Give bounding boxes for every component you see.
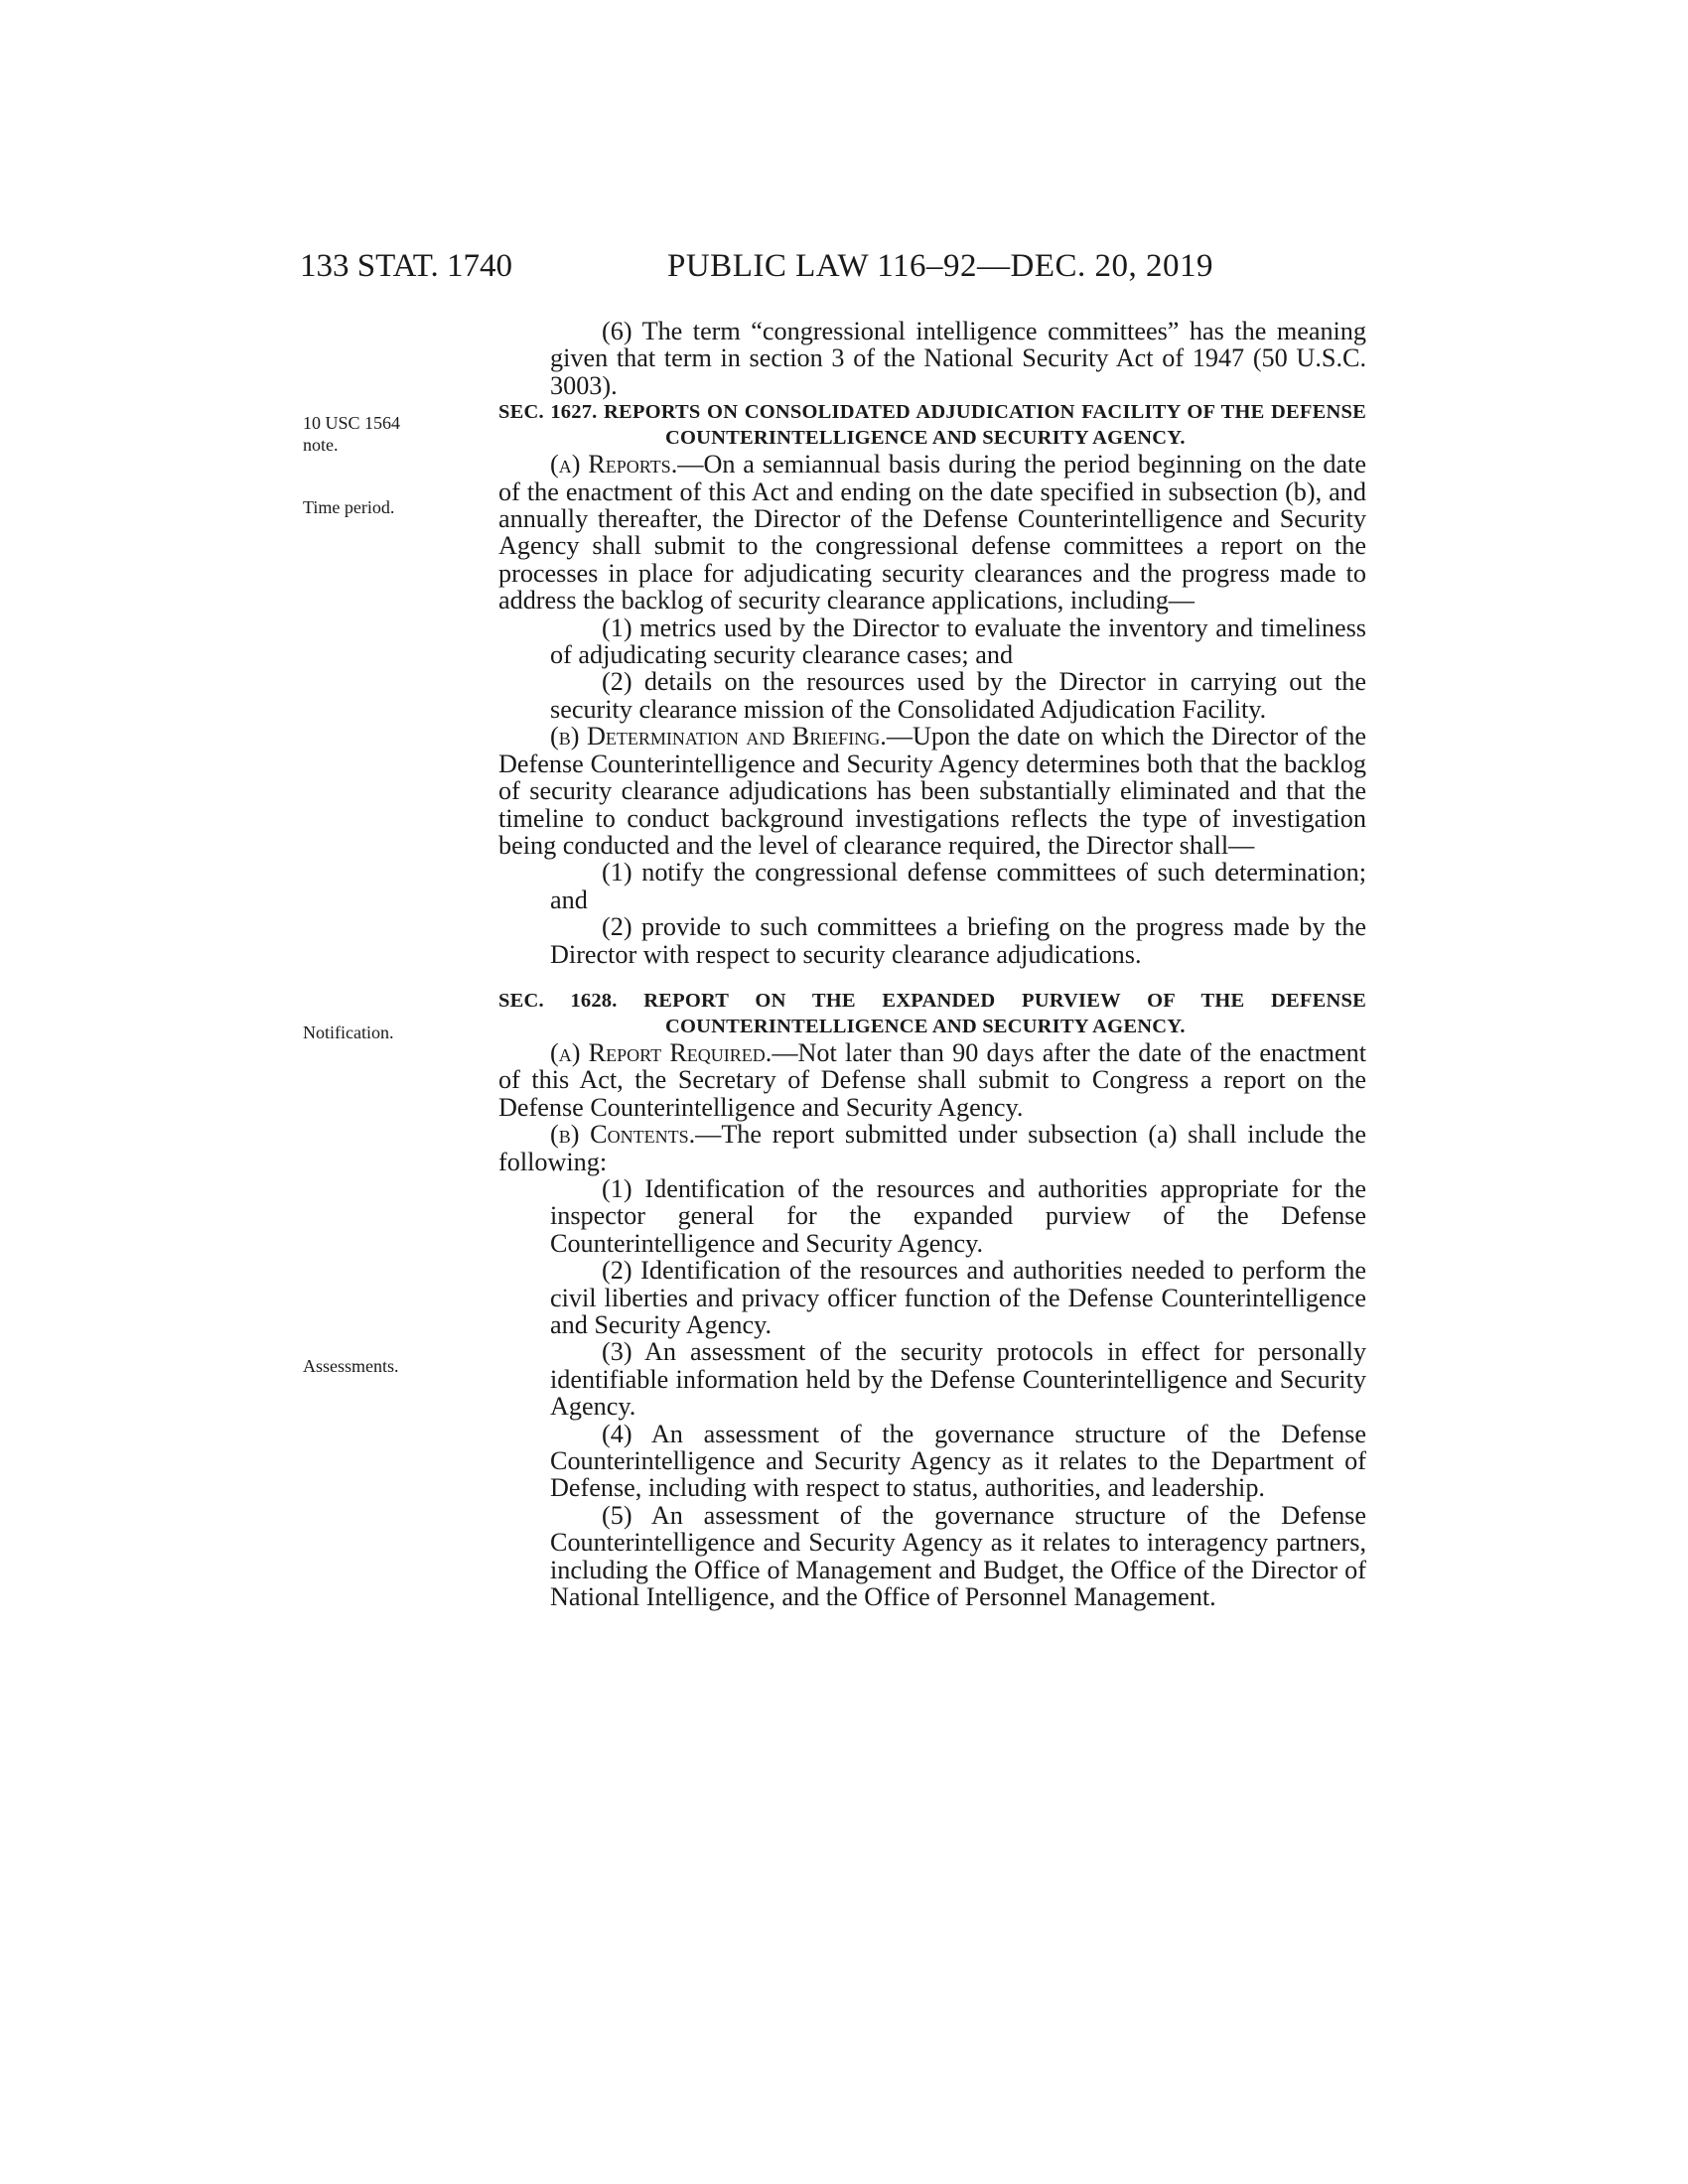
- section-1628-heading: SEC. 1628. REPORT ON THE EXPANDED PURVIEW OF THE DEFENSE COUNTERINTELLIGENCE AND SECURITY AGENCY.: [498, 989, 1366, 1037]
- subsection-report-required: (a) Report Required.—Not later than 90 days after the date of the enactment of this Act, the Secretary of Defense shall submit to Congress a report on the Defense Counterintelligence and Security Agency.: [498, 1037, 1366, 1122]
- margin-note-usc: 10 USC 1564 note.: [303, 413, 401, 455]
- margin-note-assessments: Assessments.: [303, 1356, 399, 1376]
- subsection-b-items: [550, 859, 1366, 968]
- subsection-a-label: (a) Reports.: [550, 450, 678, 479]
- content-item-2: (2) Identification of the resources and authorities needed to perform the civil liberties and privacy officer function of the Defense Counterintelligence and Security Agency.: [550, 1256, 1366, 1339]
- item-a1: (1) metrics used by the Director to evaluate the inventory and timeliness of adjudicating security clearance cases; and: [550, 613, 1366, 670]
- item-b2: (2) provide to such committees a briefing on the progress made by the Director with respect to security clearance adjudications.: [550, 912, 1366, 969]
- content-item-1: (1) Identification of the resources and authorities appropriate for the inspector general for the expanded purview of the Defense Counterintelligence and Security Agency.: [550, 1173, 1366, 1258]
- main-text-column: [498, 318, 1366, 1610]
- content-item-3: (3) An assessment of the security protocols in effect for personally identifiable information held by the Defense Counterintelligence and Security Agency.: [550, 1337, 1366, 1422]
- section-1627-heading: SEC. 1627. REPORTS ON CONSOLIDATED ADJUDICATION FACILITY OF THE DEFENSE COUNTERINTELLIGENCE AND SECURITY AGENCY.: [498, 401, 1366, 450]
- contents-items: [550, 1175, 1366, 1611]
- contents-label: (b) Contents.: [550, 1120, 696, 1150]
- item-a2: (2) details on the resources used by the Director in carrying out the security clearance mission of the Consolidated Adjudication Facility.: [550, 667, 1366, 724]
- definition-paragraph: (6) The term “congressional intelligence committees” has the meaning given that term in section 3 of the National Security Act of 1947 (50 U.S.C. 3003).: [550, 317, 1366, 400]
- running-header: PUBLIC LAW 116–92—DEC. 20, 2019: [667, 248, 1214, 284]
- margin-note-time-period: Time period.: [303, 497, 395, 517]
- report-required-label: (a) Report Required.: [550, 1037, 773, 1067]
- subsection-b-determination: (b) Determination and Briefing.—Upon the date on which the Director of the Defense Counterintelligence and Security Agency determines both that the backlog of security clearance adjudications has been substantially eliminated and that the timeline to conduct background investigations reflects the type of investigation being conducted and the level of clearance required, the Director shall—: [498, 722, 1366, 860]
- statute-page-number: 133 STAT. 1740: [300, 248, 513, 284]
- subsection-a-reports: (a) Reports.—On a semiannual basis during the period beginning on the date of the enactment of this Act and ending on the date specified in subsection (b), and annually thereafter, the Director of the Defense Counterintelligence and Security Agency shall submit to the congressional defense committees a report on the processes in place for adjudicating security clearances and the progress made to address the backlog of security clearance applications, including—: [498, 450, 1366, 615]
- subsection-a-items: [550, 614, 1366, 724]
- subsection-contents: (b) Contents.—The report submitted under subsection (a) shall include the following:: [498, 1120, 1366, 1176]
- margin-note-notification: Notification.: [303, 1023, 394, 1042]
- content-item-4: (4) An assessment of the governance structure of the Defense Counterintelligence and Security Agency as it relates to the Department of Defense, including with respect to status, authorities, and leadership.: [550, 1419, 1366, 1503]
- subsection-b-label: (b) Determination and Briefing.: [550, 722, 887, 751]
- content-item-5: (5) An assessment of the governance structure of the Defense Counterintelligence and Security Agency as it relates to interagency partners, including the Office of Management and Budget, the Office of the Director of National Intelligence, and the Office of Personnel Management.: [550, 1500, 1366, 1612]
- item-b1: (1) notify the congressional defense committees of such determination; and: [550, 858, 1366, 914]
